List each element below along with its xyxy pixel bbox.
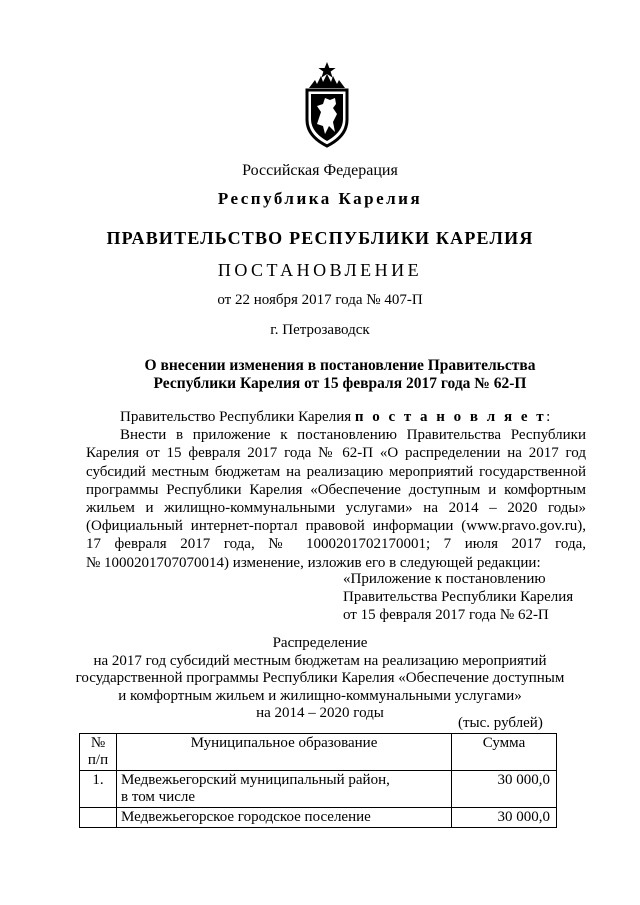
intro-prefix: Правительство Республики Карелия <box>120 409 355 425</box>
row-municipality-line: Медвежьегорский муниципальный район, <box>121 772 390 788</box>
distribution-line: на 2014 – 2020 годы <box>256 705 384 721</box>
paragraph-line: № 1000201707070014) изменение, изложив его в следующей редакции: <box>86 554 541 571</box>
row-sum: 30 000,0 <box>452 771 557 808</box>
decree-date: от 22 ноября 2017 года № 407-П <box>217 292 423 308</box>
row-sum: 30 000,0 <box>452 808 557 828</box>
decree-title <box>100 357 580 393</box>
country-name: Российская Федерация <box>242 162 398 179</box>
table-header-row <box>80 734 557 771</box>
paragraph-line: программы Республики Карелия «Обеспечение доступным и комфортным <box>86 481 586 498</box>
government-name: ПРАВИТЕЛЬСТВО РЕСПУБЛИКИ КАРЕЛИЯ <box>106 228 534 248</box>
paragraph-line: жильем и жилищно-коммунальными услугами» на 2014 – 2020 годы» <box>86 500 586 517</box>
table-row <box>80 771 557 808</box>
intro-resolves: п о с т а н о в л я е т <box>354 409 547 425</box>
paragraph-line: субсидий местным бюджетам на реализацию мероприятий государственной <box>86 463 586 480</box>
distribution-line: на 2017 год субсидий местным бюджетам на реализацию мероприятий <box>93 652 547 669</box>
units-label: (тыс. рублей) <box>458 715 543 731</box>
karelia-coat-of-arms-icon <box>303 62 351 148</box>
header-number <box>80 734 117 771</box>
paragraph-line: Внести в приложение к постановлению Правительства Республики <box>120 427 586 444</box>
row-municipality-line: в том числе <box>121 789 196 805</box>
appendix-line: от 15 февраля 2017 года № 62-П <box>343 607 549 623</box>
row-municipality <box>117 771 452 808</box>
header-number-line: п/п <box>87 752 109 768</box>
row-municipality: Медвежьегорское городское поселение <box>117 808 452 828</box>
appendix-line: Правительства Республики Карелия <box>343 589 574 605</box>
distribution-heading <box>0 635 640 723</box>
header-sum: Сумма <box>452 734 557 771</box>
subsidy-table <box>79 733 557 828</box>
decree-title-line: Республики Карелия от 15 февраля 2017 года № 62-П <box>153 375 527 392</box>
document-type: ПОСТАНОВЛЕНИЕ <box>217 260 423 280</box>
paragraph-line: 17 февраля 2017 года, № 1000201702170001; 7 июля 2017 года, <box>86 536 586 553</box>
decree-title-line: О внесении изменения в постановление Правительства <box>144 357 536 374</box>
paragraph-line: (Официальный интернет-портал правовой информации (www.pravo.gov.ru), <box>86 518 586 535</box>
decree-body <box>86 408 586 572</box>
distribution-line: и комфортным жильем и жилищно-коммунальными услугами» <box>118 687 522 704</box>
table-row <box>80 808 557 828</box>
distribution-line: государственной программы Республики Карелия «Обеспечение доступным <box>75 670 565 686</box>
row-number <box>80 808 117 828</box>
intro-line <box>86 408 586 426</box>
header-number-line: № <box>90 735 106 751</box>
republic-name: Республика Карелия <box>217 189 423 208</box>
row-number: 1. <box>80 771 117 808</box>
appendix-line: «Приложение к постановлению <box>343 571 546 587</box>
appendix-reference <box>343 570 573 624</box>
city-name: г. Петрозаводск <box>270 322 370 338</box>
paragraph-line: Карелия от 15 февраля 2017 года № 62-П «О распределении на 2017 год <box>86 445 586 462</box>
distribution-line: Распределение <box>272 635 368 651</box>
header-municipality: Муниципальное образование <box>117 734 452 771</box>
intro-suffix: : <box>546 409 551 425</box>
